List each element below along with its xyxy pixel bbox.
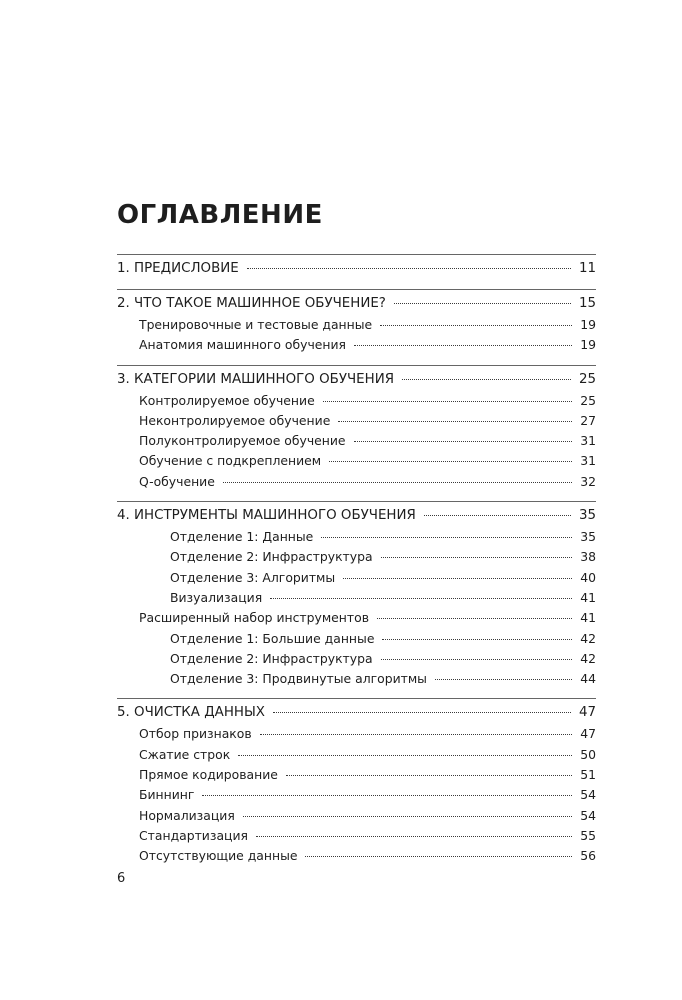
toc-chapter-page-number: 15 xyxy=(578,296,596,311)
toc-entry-page-number: 35 xyxy=(580,529,596,545)
toc-section xyxy=(117,698,596,866)
toc-chapter-title: 3. КАТЕГОРИИ МАШИННОГО ОБУЧЕНИЯ xyxy=(117,371,395,387)
toc-section xyxy=(117,254,596,280)
toc-entry-page-number: 41 xyxy=(580,589,596,605)
toc-entry[interactable] xyxy=(117,588,596,608)
dot-leader xyxy=(323,401,573,402)
toc-entry-title: Визуализация xyxy=(170,589,263,605)
page-title: ОГЛАВЛЕНИЕ xyxy=(117,200,323,230)
toc-entry-title: Расширенный набор инструментов xyxy=(139,610,370,626)
toc-section xyxy=(117,289,596,356)
section-divider xyxy=(117,698,596,699)
section-divider xyxy=(117,289,596,290)
section-divider xyxy=(117,501,596,502)
toc-entry[interactable] xyxy=(117,391,596,411)
toc-chapter-title: 2. ЧТО ТАКОЕ МАШИННОЕ ОБУЧЕНИЕ? xyxy=(117,296,386,311)
dot-leader xyxy=(377,618,572,619)
toc-entry[interactable] xyxy=(117,745,596,765)
section-divider xyxy=(117,365,596,366)
toc-entry-title: Отделение 3: Продвинутые алгоритмы xyxy=(170,671,427,687)
dot-leader xyxy=(321,537,572,538)
dot-leader xyxy=(380,325,572,326)
dot-leader xyxy=(354,441,573,442)
toc-entry[interactable] xyxy=(117,649,596,669)
toc-chapter-page-number: 11 xyxy=(578,261,596,276)
toc-entry-page-number: 19 xyxy=(580,337,596,353)
dot-leader xyxy=(273,712,571,713)
toc-entry-title: Отделение 2: Инфраструктура xyxy=(170,549,373,565)
toc-entry-title: Обучение с подкреплением xyxy=(139,453,322,469)
toc-entry[interactable] xyxy=(117,335,596,355)
toc-entry-page-number: 56 xyxy=(580,848,596,864)
toc-entry[interactable] xyxy=(117,785,596,805)
toc-entry-page-number: 41 xyxy=(580,610,596,626)
toc-entry-title: Отделение 1: Большие данные xyxy=(170,630,375,646)
dot-leader xyxy=(394,303,571,304)
toc-section xyxy=(117,365,596,492)
dot-leader xyxy=(247,268,571,269)
dot-leader xyxy=(243,816,572,817)
toc-entry-title: Отбор признаков xyxy=(139,726,252,742)
toc-chapter-title: 4. ИНСТРУМЕНТЫ МАШИННОГО ОБУЧЕНИЯ xyxy=(117,508,416,524)
toc-entry-title: Отделение 2: Инфраструктура xyxy=(170,650,373,666)
toc-entry[interactable] xyxy=(117,527,596,547)
toc-entry-page-number: 32 xyxy=(580,473,596,489)
toc-chapter-page-number: 25 xyxy=(578,371,596,387)
dot-leader xyxy=(329,461,572,462)
toc-entry[interactable] xyxy=(117,315,596,335)
dot-leader xyxy=(343,578,572,579)
toc-entry[interactable] xyxy=(117,451,596,471)
table-of-contents xyxy=(117,254,596,867)
toc-chapter-page-number: 47 xyxy=(578,705,596,721)
toc-entry-title: Полуконтролируемое обучение xyxy=(139,433,346,449)
dot-leader xyxy=(223,482,572,483)
toc-entry[interactable] xyxy=(117,765,596,785)
dot-leader xyxy=(256,836,572,837)
page-number: 6 xyxy=(117,871,126,886)
toc-entry-title: Анатомия машинного обучения xyxy=(139,337,347,353)
toc-entry[interactable] xyxy=(117,472,596,492)
toc-entry-title: Прямое кодирование xyxy=(139,767,278,783)
dot-leader xyxy=(260,734,573,735)
dot-leader xyxy=(381,557,573,558)
toc-entry-page-number: 40 xyxy=(580,569,596,585)
toc-entry-title: Q-обучение xyxy=(139,473,215,489)
toc-entry-page-number: 31 xyxy=(580,453,596,469)
toc-entry-page-number: 19 xyxy=(580,317,596,332)
toc-entry[interactable] xyxy=(117,826,596,846)
dot-leader xyxy=(381,659,573,660)
dot-leader xyxy=(202,795,572,796)
toc-entry-page-number: 38 xyxy=(580,549,596,565)
toc-chapter-title: 5. ОЧИСТКА ДАННЫХ xyxy=(117,705,265,721)
toc-entry-page-number: 51 xyxy=(580,767,596,783)
toc-chapter-page-number: 35 xyxy=(578,508,596,524)
toc-entry-title: Сжатие строк xyxy=(139,746,231,762)
toc-section xyxy=(117,501,596,689)
toc-chapter[interactable] xyxy=(117,257,596,280)
dot-leader xyxy=(305,856,572,857)
toc-chapter[interactable] xyxy=(117,368,596,391)
toc-entry[interactable] xyxy=(117,846,596,866)
toc-chapter-title: 1. ПРЕДИСЛОВИЕ xyxy=(117,261,239,276)
section-divider xyxy=(117,254,596,255)
toc-entry-page-number: 55 xyxy=(580,827,596,843)
toc-entry-page-number: 44 xyxy=(580,671,596,687)
toc-entry-page-number: 54 xyxy=(580,807,596,823)
toc-entry-page-number: 27 xyxy=(580,412,596,428)
toc-entry-title: Отделение 1: Данные xyxy=(170,529,314,545)
toc-entry-title: Стандартизация xyxy=(139,827,248,843)
toc-entry-page-number: 54 xyxy=(580,787,596,803)
toc-entry[interactable] xyxy=(117,629,596,649)
toc-entry-title: Нормализация xyxy=(139,807,235,823)
toc-chapter[interactable] xyxy=(117,292,596,315)
dot-leader xyxy=(270,598,572,599)
toc-chapter[interactable] xyxy=(117,701,596,724)
toc-entry-page-number: 25 xyxy=(580,392,596,408)
toc-entry-title: Биннинг xyxy=(139,787,195,803)
dot-leader xyxy=(402,379,571,380)
toc-entry[interactable] xyxy=(117,806,596,826)
dot-leader xyxy=(354,345,572,346)
toc-chapter[interactable] xyxy=(117,504,596,527)
toc-entry-page-number: 42 xyxy=(580,630,596,646)
toc-entry[interactable] xyxy=(117,411,596,431)
dot-leader xyxy=(382,639,572,640)
toc-entry[interactable] xyxy=(117,669,596,689)
toc-entry-page-number: 50 xyxy=(580,746,596,762)
toc-entry-title: Отделение 3: Алгоритмы xyxy=(170,569,336,585)
toc-entry-title: Контролируемое обучение xyxy=(139,392,315,408)
toc-entry[interactable] xyxy=(117,568,596,588)
toc-entry[interactable] xyxy=(117,724,596,744)
toc-entry[interactable] xyxy=(117,547,596,567)
toc-entry-page-number: 47 xyxy=(580,726,596,742)
dot-leader xyxy=(424,515,571,516)
dot-leader xyxy=(286,775,572,776)
dot-leader xyxy=(338,421,572,422)
toc-entry-title: Тренировочные и тестовые данные xyxy=(139,317,373,332)
toc-entry[interactable] xyxy=(117,608,596,628)
dot-leader xyxy=(238,755,572,756)
toc-entry-title: Отсутствующие данные xyxy=(139,848,298,864)
dot-leader xyxy=(435,679,572,680)
toc-entry-page-number: 31 xyxy=(580,433,596,449)
toc-entry-page-number: 42 xyxy=(580,650,596,666)
toc-entry[interactable] xyxy=(117,431,596,451)
toc-entry-title: Неконтролируемое обучение xyxy=(139,412,331,428)
